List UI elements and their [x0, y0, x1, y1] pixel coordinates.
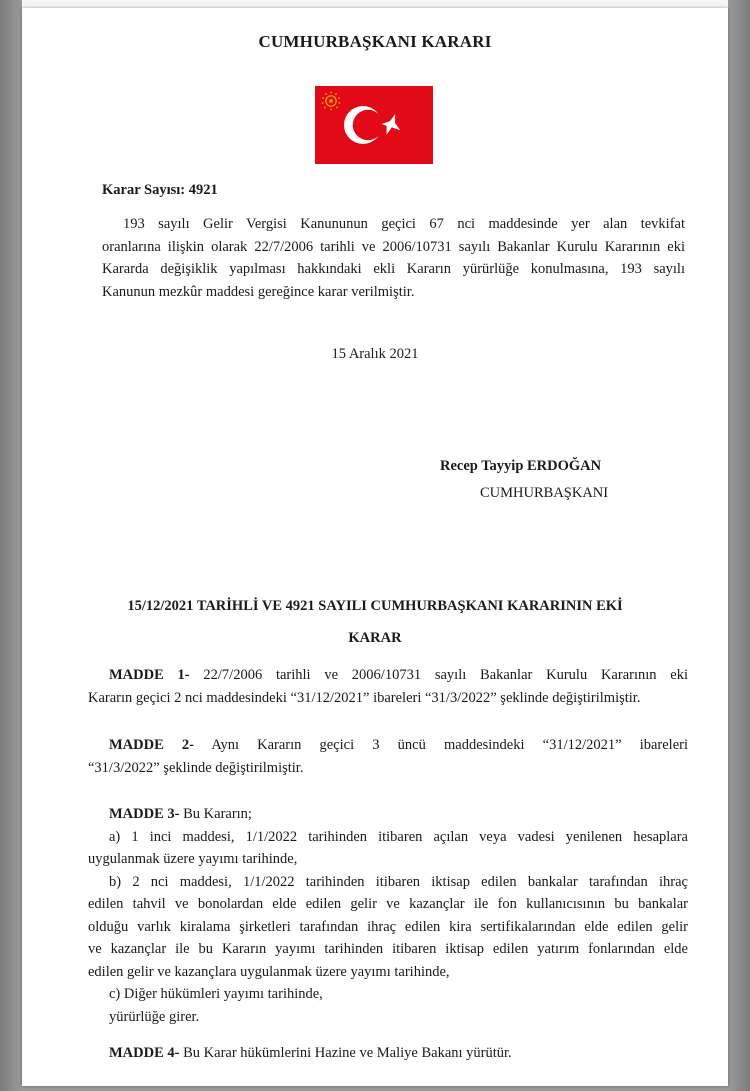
article-3-item-a: uygulanmak üzere yayımı tarihinde, [88, 851, 298, 867]
intro-line: Kararda değişiklik yapılması hakkındaki ekli Kararın yürürlüğe konulmasına, 193 sayılı [102, 261, 685, 277]
article-3-item-b: ve kazançlar ile bu Kararın yayımı tarihinden itibaren iktisap edilen yatırım fonlarından elde [88, 941, 688, 957]
article-1-line [88, 664, 688, 687]
page-title: CUMHURBAŞKANI KARARI [258, 32, 492, 51]
document-page [22, 8, 728, 1086]
article-3-item-b: b) 2 nci maddesi, 1/1/2022 tarihinden itibaren iktisap edilen bankalar tarafından ihraç [109, 873, 688, 890]
article-3-item-a: a) 1 inci maddesi, 1/1/2022 tarihinden itibaren açılan veya vadesi yenilenen hesaplara [109, 828, 688, 845]
article-3-closing: yürürlüğe girer. [109, 1008, 200, 1025]
article-2-line [88, 734, 688, 757]
decision-number-value: 4921 [188, 182, 218, 198]
article-1-text: 22/7/2006 tarihli ve 2006/10731 sayılı Bakanlar Kurulu Kararının eki [203, 667, 688, 683]
annex-subtitle: KARAR [348, 630, 402, 646]
signer-title: CUMHURBAŞKANI [480, 485, 609, 501]
article-4-label: MADDE 4- [109, 1045, 180, 1061]
intro-line: Kanunun mezkûr maddesi gereğince karar verilmiştir. [102, 283, 415, 300]
article-3-item-c: c) Diğer hükümleri yayımı tarihinde, [109, 986, 323, 1002]
article-1-label: MADDE 1- [109, 667, 190, 683]
annex-title: 15/12/2021 TARİHLİ VE 4921 SAYILI CUMHURBAŞKANI KARARININ EKİ [127, 598, 623, 614]
article-3 [88, 803, 688, 1028]
decision-number-label: Karar Sayısı: [102, 182, 186, 198]
article-1-line: Kararın geçici 2 nci maddesindeki “31/12/2021” ibareleri “31/3/2022” şeklinde değiştirilmiştir. [88, 689, 641, 706]
intro-line: oranlarına ilişkin olarak 22/7/2006 tarihli ve 2006/10731 sayılı Bakanlar Kurulu Kararının eki [102, 238, 685, 255]
article-2-text: Aynı Kararın geçici 3 üncü maddesindeki “31/12/2021” ibareleri [211, 737, 689, 753]
article-3-label: MADDE 3- [109, 806, 180, 822]
article-3-line [88, 803, 688, 826]
decision-date: 15 Aralık 2021 [331, 346, 419, 362]
decision-number [102, 182, 218, 199]
article-2 [88, 734, 688, 779]
article-1 [88, 664, 688, 709]
article-4-text: Bu Karar hükümlerini Hazine ve Maliye Bakanı yürütür. [183, 1045, 512, 1061]
article-3-intro: Bu Kararın; [183, 806, 252, 822]
turkish-flag-presidential-icon [315, 86, 433, 164]
intro-paragraph [102, 213, 685, 303]
article-3-item-b: edilen tahvil ve bonolardan elde edilen gelir ve kazançlar ile fon kullanıcısının bu bankalar [88, 896, 688, 912]
article-4-line [88, 1042, 688, 1065]
signer-name: Recep Tayyip ERDOĞAN [440, 458, 602, 474]
intro-line: 193 sayılı Gelir Vergisi Kanununun geçici 67 nci maddesinde yer alan tevkifat [123, 216, 685, 232]
article-2-label: MADDE 2- [109, 737, 194, 753]
article-3-item-b: olduğu varlık kiralama şirketleri tarafından ihraç edilen kira sertifikalarından elde edilen gelir [88, 918, 688, 935]
article-4 [88, 1042, 688, 1065]
article-2-line: “31/3/2022” şeklinde değiştirilmiştir. [88, 759, 304, 776]
article-3-item-b: edilen gelir ve kazançlara uygulanmak üzere yayımı tarihinde, [88, 963, 450, 980]
